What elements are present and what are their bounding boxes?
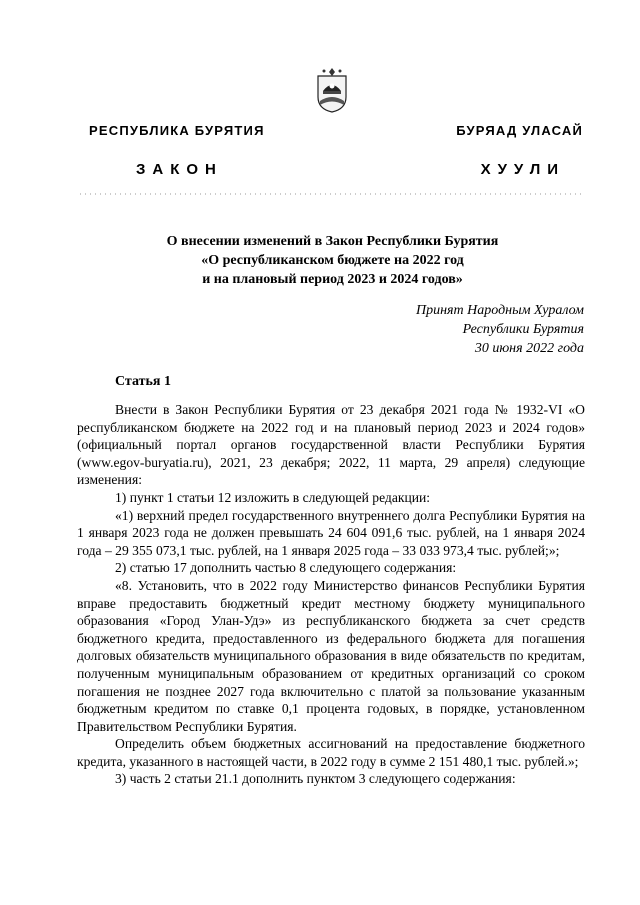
- republic-name-buryat: БУРЯАД УЛАСАЙ: [456, 123, 583, 138]
- body-paragraph: «1) верхний предел государственного внутреннего долга Республики Бурятия на 1 января 2023 года не должен превышать 24 604 091,6 тыс. рублей, на 1 января 2024 года – 29 355 073,1 тыс. рублей, на 1 января 2025 года – 33 033 973,4 тыс. рублей;»;: [77, 507, 585, 558]
- body-paragraph: «8. Установить, что в 2022 году Министерство финансов Республики Бурятия вправе предоставить бюджетный кредит местному бюджету муниципального образования «Город Улан-Удэ» из республиканского бюджета за счет средств бюджетного кредита, предоставленного из федерального бюджета для погашения долговых обязательств муниципального образования в виде обязательств по кредитам, полученным муниципальным образованием от кредитных организаций со сроком погашения не позднее 2027 года включительно с платой за пользование указанным бюджетным кредитом по ставке 0,1 процента годовых, в порядке, установленном Правительством Республики Бурятия.: [77, 577, 585, 734]
- body-paragraph: Внести в Закон Республики Бурятия от 23 декабря 2021 года № 1932-VI «О республиканском бюджете на 2022 год и на плановый период 2023 и 2024 годов» (официальный портал органов государственной власти Республики Бурятия (www.egov-buryatia.ru), 2021, 23 декабря; 2022, 11 марта, 29 апреля) следующие изменения:: [77, 402, 585, 488]
- article-body: [77, 401, 585, 788]
- title-line: О внесении изменений в Закон Республики Бурятия: [166, 234, 499, 249]
- adoption-note: [416, 301, 584, 358]
- adoption-line: Принят Народным Хуралом: [415, 303, 584, 318]
- body-paragraph: 1) пункт 1 статьи 12 изложить в следующей редакции:: [115, 489, 431, 505]
- article-heading: Статья 1: [115, 374, 171, 389]
- law-label-russian: ЗАКОН: [136, 161, 223, 178]
- body-paragraph: Определить объем бюджетных ассигнований на предоставление бюджетного кредита, указанного в настоящей части, в 2022 году в сумме 2 151 480,1 тыс. рублей.»;: [77, 736, 585, 769]
- title-line: «О республиканском бюджете на 2022 год: [201, 253, 464, 268]
- adoption-date: 30 июня 2022 года: [474, 341, 584, 356]
- coat-of-arms-icon: [314, 67, 350, 113]
- adoption-line: Республики Бурятия: [462, 322, 584, 337]
- republic-name-russian: РЕСПУБЛИКА БУРЯТИЯ: [89, 123, 265, 138]
- body-paragraph: 2) статью 17 дополнить частью 8 следующего содержания:: [115, 560, 457, 576]
- header-divider: [80, 193, 585, 195]
- document-title: [80, 232, 585, 289]
- title-line: и на плановый период 2023 и 2024 годов»: [202, 272, 463, 287]
- law-label-buryat: ХУУЛИ: [480, 161, 565, 178]
- body-paragraph: 3) часть 2 статьи 21.1 дополнить пунктом 3 следующего содержания:: [115, 771, 516, 787]
